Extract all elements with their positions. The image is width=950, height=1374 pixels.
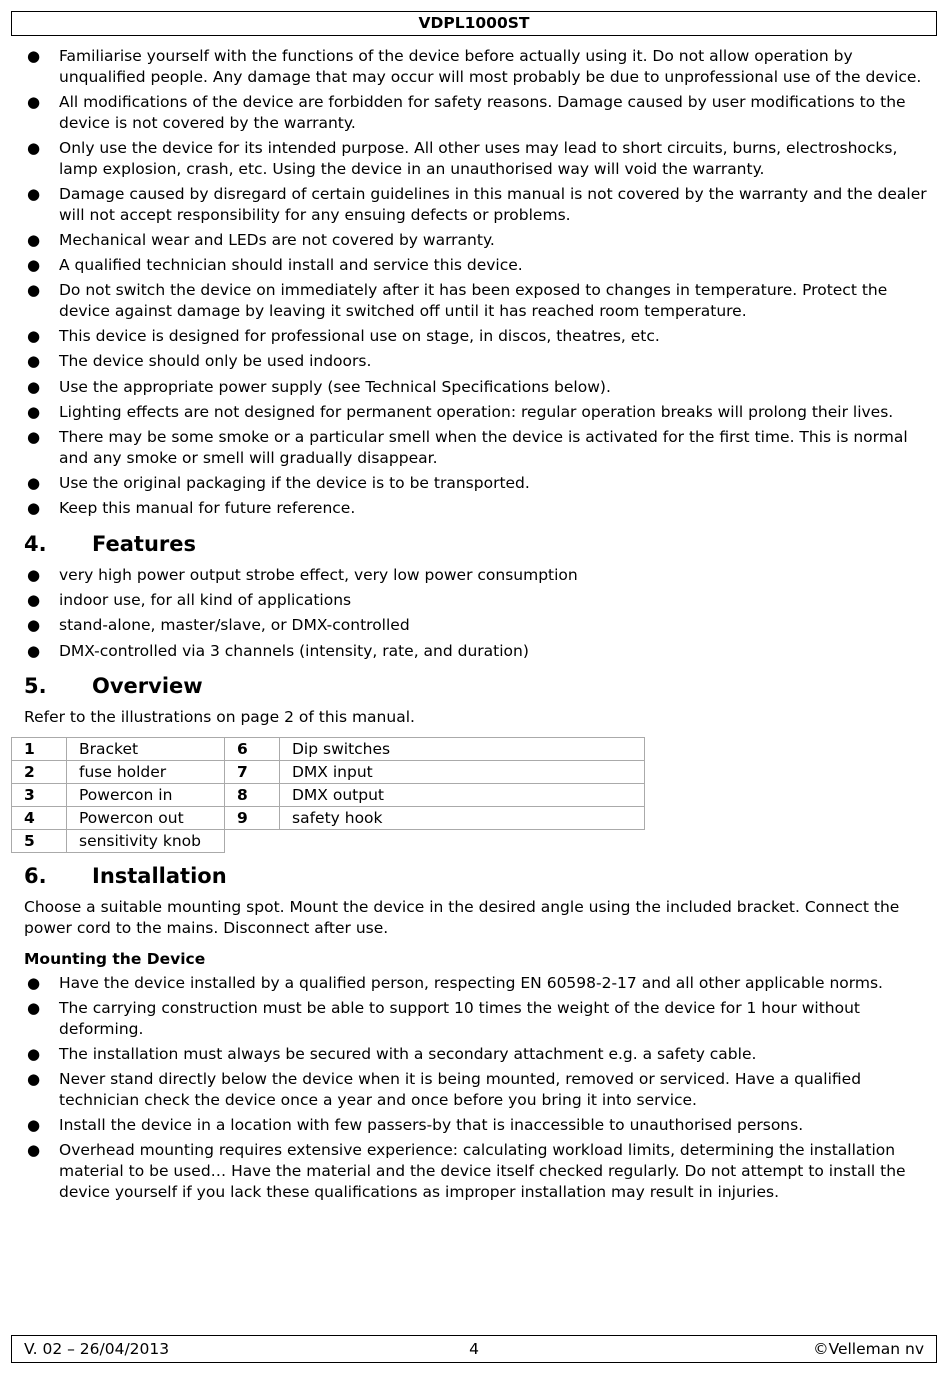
table-row: 2 fuse holder 7 DMX input	[12, 761, 645, 784]
bullet-icon: ●	[27, 474, 41, 493]
bullet-icon: ●	[27, 428, 41, 447]
bullet-icon: ●	[27, 1070, 41, 1089]
mounting-list	[24, 973, 928, 1203]
list-item: ● The device should only be used indoors.	[27, 352, 372, 371]
section-heading-installation	[24, 863, 928, 889]
list-item: ● Lighting effects are not designed for permanent operation: regular operation breaks will prolong their lives.	[27, 402, 894, 421]
list-item: ● A qualified technician should install and service this device.	[27, 256, 523, 275]
list-item: ● DMX-controlled via 3 channels (intensity, rate, and duration)	[27, 641, 529, 660]
bullet-icon: ●	[27, 1044, 41, 1063]
bullet-icon: ●	[27, 377, 41, 396]
bullet-icon: ●	[27, 402, 41, 421]
overview-table	[11, 737, 645, 853]
list-item: ● All modifications of the device are forbidden for safety reasons. Damage caused by user modifications to the device is not covered by the warranty.	[27, 92, 906, 132]
list-item: ● Install the device in a location with few passers-by that is inaccessible to unauthorised persons.	[27, 1116, 804, 1135]
installation-text: Choose a suitable mounting spot. Mount the device in the desired angle using the included bracket. Connect the power cord to the mains. Disconnect after use.	[24, 898, 900, 937]
bullet-icon: ●	[27, 591, 41, 610]
bullet-icon: ●	[27, 184, 41, 203]
section-number: 6.	[24, 864, 47, 889]
version-label: V. 02 – 26/04/2013	[24, 1340, 170, 1358]
bullet-icon: ●	[27, 47, 41, 65]
bullet-icon: ●	[27, 616, 41, 635]
bullet-icon: ●	[27, 1116, 41, 1135]
table-row: 1 Bracket 6 Dip switches	[12, 738, 645, 761]
section-heading-features	[24, 531, 928, 557]
copyright-label: ©Velleman nv	[813, 1340, 924, 1358]
list-item: ● Mechanical wear and LEDs are not covered by warranty.	[27, 230, 495, 249]
list-item: ● This device is designed for professional use on stage, in discos, theatres, etc.	[27, 327, 660, 346]
list-item: ● Use the original packaging if the device is to be transported.	[27, 474, 530, 493]
table-row: 3 Powercon in 8 DMX output	[12, 784, 645, 807]
bullet-icon: ●	[27, 256, 41, 275]
list-item: ● Keep this manual for future reference.	[27, 499, 356, 518]
list-item: ● The installation must always be secured with a secondary attachment e.g. a safety cable.	[27, 1044, 757, 1063]
table-row: 4 Powercon out 9 safety hook	[12, 807, 645, 830]
bullet-icon: ●	[27, 566, 41, 585]
section-title: Features	[92, 532, 196, 557]
page-footer	[11, 1335, 937, 1363]
list-item: ● stand-alone, master/slave, or DMX-controlled	[27, 616, 410, 635]
page-header	[11, 11, 937, 36]
document-title: VDPL1000ST	[418, 14, 530, 32]
page-content	[24, 46, 928, 1207]
overview-text: Refer to the illustrations on page 2 of this manual.	[24, 708, 415, 727]
list-item: ● Overhead mounting requires extensive experience: calculating workload limits, determining the installation material to be used… Have the material and the device itself checked regularly. Do not attempt to install the device yourself if you lack these qualifications as improper installation may result in injuries.	[27, 1141, 906, 1201]
list-item: ● very high power output strobe effect, very low power consumption	[27, 566, 578, 585]
bullet-icon: ●	[27, 352, 41, 371]
page-number: 4	[469, 1340, 479, 1358]
section-title: Overview	[92, 674, 203, 699]
bullet-icon: ●	[27, 281, 41, 300]
section-number: 4.	[24, 532, 47, 557]
safety-list	[24, 46, 928, 519]
bullet-icon: ●	[27, 998, 41, 1017]
section-number: 5.	[24, 674, 47, 699]
features-list	[24, 565, 928, 661]
bullet-icon: ●	[27, 1141, 41, 1160]
bullet-icon: ●	[27, 641, 41, 660]
section-heading-overview	[24, 673, 928, 699]
list-item: ● Familiarise yourself with the functions of the device before actually using it. Do not allow operation by unqualified people. Any damage that may occur will most probably be due to unprofessional use of the device.	[27, 47, 922, 86]
list-item: ● There may be some smoke or a particular smell when the device is activated for the first time. This is normal and any smoke or smell will gradually disappear.	[27, 428, 908, 467]
list-item: ● Never stand directly below the device when it is being mounted, removed or serviced. Have a qualified technician check the device once a year and once before you bring it into service.	[27, 1070, 862, 1109]
bullet-icon: ●	[27, 138, 41, 157]
bullet-icon: ●	[27, 327, 41, 346]
list-item: ● Damage caused by disregard of certain guidelines in this manual is not covered by the warranty and the dealer will not accept responsibility for any ensuing defects or problems.	[27, 184, 927, 224]
subheading-mounting: Mounting the Device	[24, 949, 206, 968]
list-item: ● Use the appropriate power supply (see Technical Specifications below).	[27, 377, 611, 396]
list-item: ● indoor use, for all kind of applications	[27, 591, 352, 610]
bullet-icon: ●	[27, 973, 41, 992]
section-title: Installation	[92, 864, 227, 889]
bullet-icon: ●	[27, 92, 41, 111]
list-item: ● Only use the device for its intended purpose. All other uses may lead to short circuits, burns, electroshocks, lamp explosion, crash, etc. Using the device in an unauthorised way will void the warranty.	[27, 138, 898, 178]
table-row: 5 sensitivity knob	[12, 830, 645, 853]
bullet-icon: ●	[27, 230, 41, 249]
list-item: ● Have the device installed by a qualified person, respecting EN 60598-2-17 and all other applicable norms.	[27, 973, 883, 992]
list-item: ● The carrying construction must be able to support 10 times the weight of the device for 1 hour without deforming.	[27, 998, 860, 1038]
bullet-icon: ●	[27, 499, 41, 518]
list-item: ● Do not switch the device on immediately after it has been exposed to changes in temperature. Protect the device against damage by leaving it switched off until it has reached room temperature.	[27, 281, 888, 321]
